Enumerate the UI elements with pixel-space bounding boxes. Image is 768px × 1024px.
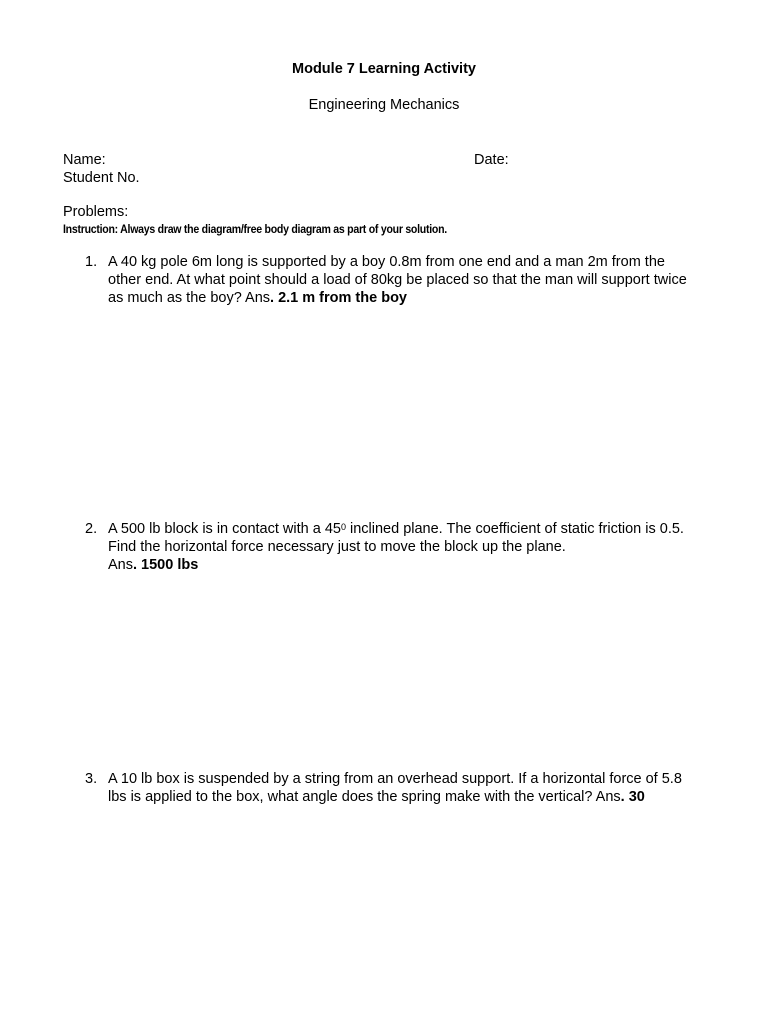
answer-label: Ans xyxy=(108,557,133,573)
problem-number: 1. xyxy=(85,254,98,270)
problems-heading: Problems: xyxy=(63,204,129,220)
problem-text: A 10 lb box is suspended by a string from an overhead support. If a horizontal force of 5.8 lbs is applied to the box, what angle does the spring make with the vertical? Ans xyxy=(108,771,682,805)
problem-text-continued: inclined plane. The coefficient of static friction is 0.5. Find the horizontal force necessary just to move the block up the plane. xyxy=(108,521,684,555)
problem-body xyxy=(108,520,698,574)
problem-answer: . 30 xyxy=(620,789,645,805)
degree-superscript: 0 xyxy=(340,522,346,532)
problem-text: A 500 lb block is in contact with a 45 xyxy=(108,521,341,537)
problem-answer: . 1500 lbs xyxy=(133,557,199,573)
problem-body xyxy=(108,770,698,806)
student-no-label: Student No. xyxy=(63,170,140,186)
instruction-text: Instruction: Always draw the diagram/free body diagram as part of your solution. xyxy=(63,222,447,236)
problem-number: 2. xyxy=(85,521,98,537)
name-label: Name: xyxy=(63,152,106,168)
date-label: Date: xyxy=(474,152,509,168)
problem-answer: . 2.1 m from the boy xyxy=(270,290,407,306)
problem-body xyxy=(108,253,698,307)
document-title: Module 7 Learning Activity xyxy=(292,61,476,77)
document-subtitle: Engineering Mechanics xyxy=(308,97,460,113)
problem-text: A 40 kg pole 6m long is supported by a boy 0.8m from one end and a man 2m from the other end. At what point should a load of 80kg be placed so that the man will support twice as much as the boy? Ans xyxy=(108,254,687,306)
problem-number: 3. xyxy=(85,771,98,787)
